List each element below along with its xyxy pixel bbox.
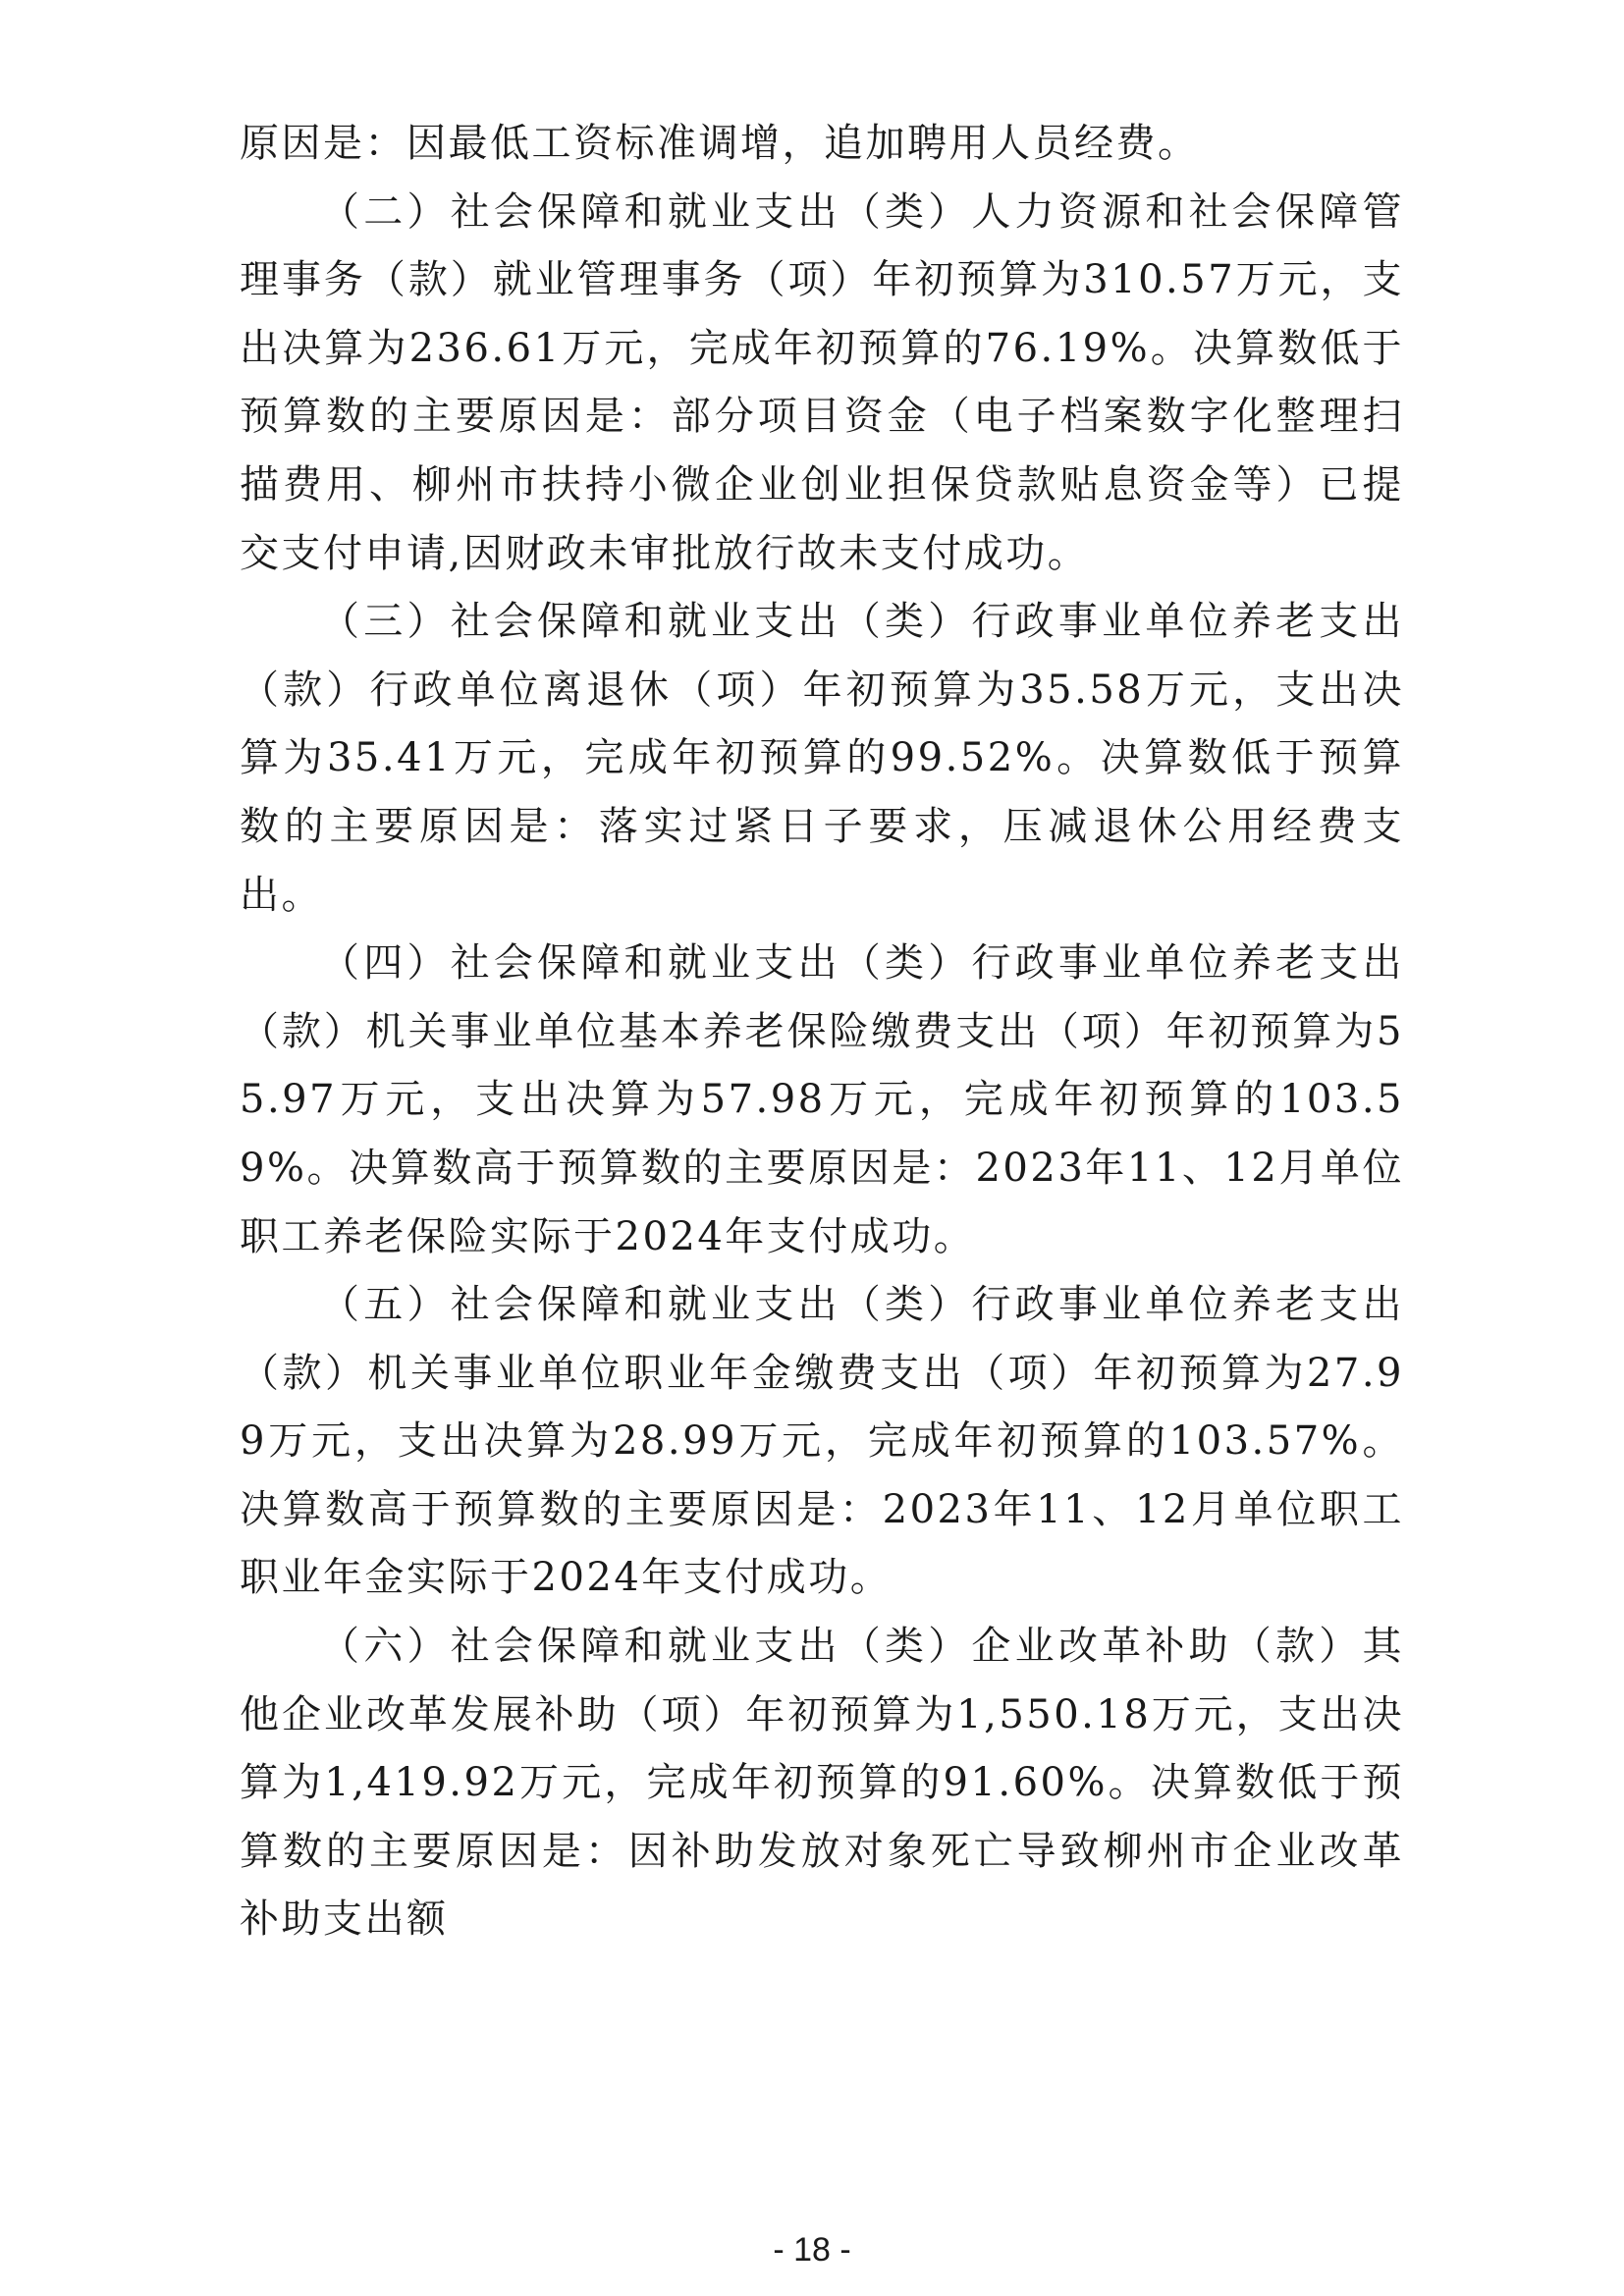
page-number: - 18 - [773,2231,851,2269]
paragraph-item-6: （六）社会保障和就业支出（类）企业改革补助（款）其他企业改革发展补助（项）年初预算为1,550.18万元，支出决算为1,419.92万元，完成年初预算的91.60%。决算数低于预算数的主要原因是：因补助发放对象死亡导致柳州市企业改革补助支出额 [240,1624,1404,1943]
paragraph-continuation: 原因是：因最低工资标准调增，追加聘用人员经费。 [240,121,1200,166]
body-text [240,110,1404,1954]
paragraph-item-4: （四）社会保障和就业支出（类）行政事业单位养老支出（款）机关事业单位基本养老保险缴费支出（项）年初预算为55.97万元，支出决算为57.98万元，完成年初预算的103.59%。决算数高于预算数的主要原因是：2023年11、12月单位职工养老保险实际于2024年支付成功。 [240,940,1404,1259]
paragraph-item-5: （五）社会保障和就业支出（类）行政事业单位养老支出（款）机关事业单位职业年金缴费支出（项）年初预算为27.99万元，支出决算为28.99万元，完成年初预算的103.57%。决算数高于预算数的主要原因是：2023年11、12月单位职工职业年金实际于2024年支付成功。 [240,1282,1404,1601]
paragraph-item-2: （二）社会保障和就业支出（类）人力资源和社会保障管理事务（款）就业管理事务（项）年初预算为310.57万元，支出决算为236.61万元，完成年初预算的76.19%。决算数低于预算数的主要原因是：部分项目资金（电子档案数字化整理扫描费用、柳州市扶持小微企业创业担保贷款贴息资金等）已提交支付申请,因财政未审批放行故未支付成功。 [240,188,1404,576]
paragraph-item-3: （三）社会保障和就业支出（类）行政事业单位养老支出（款）行政单位离退休（项）年初预算为35.58万元，支出决算为35.41万元，完成年初预算的99.52%。决算数低于预算数的主要原因是：落实过紧日子要求，压减退休公用经费支出。 [240,599,1404,918]
